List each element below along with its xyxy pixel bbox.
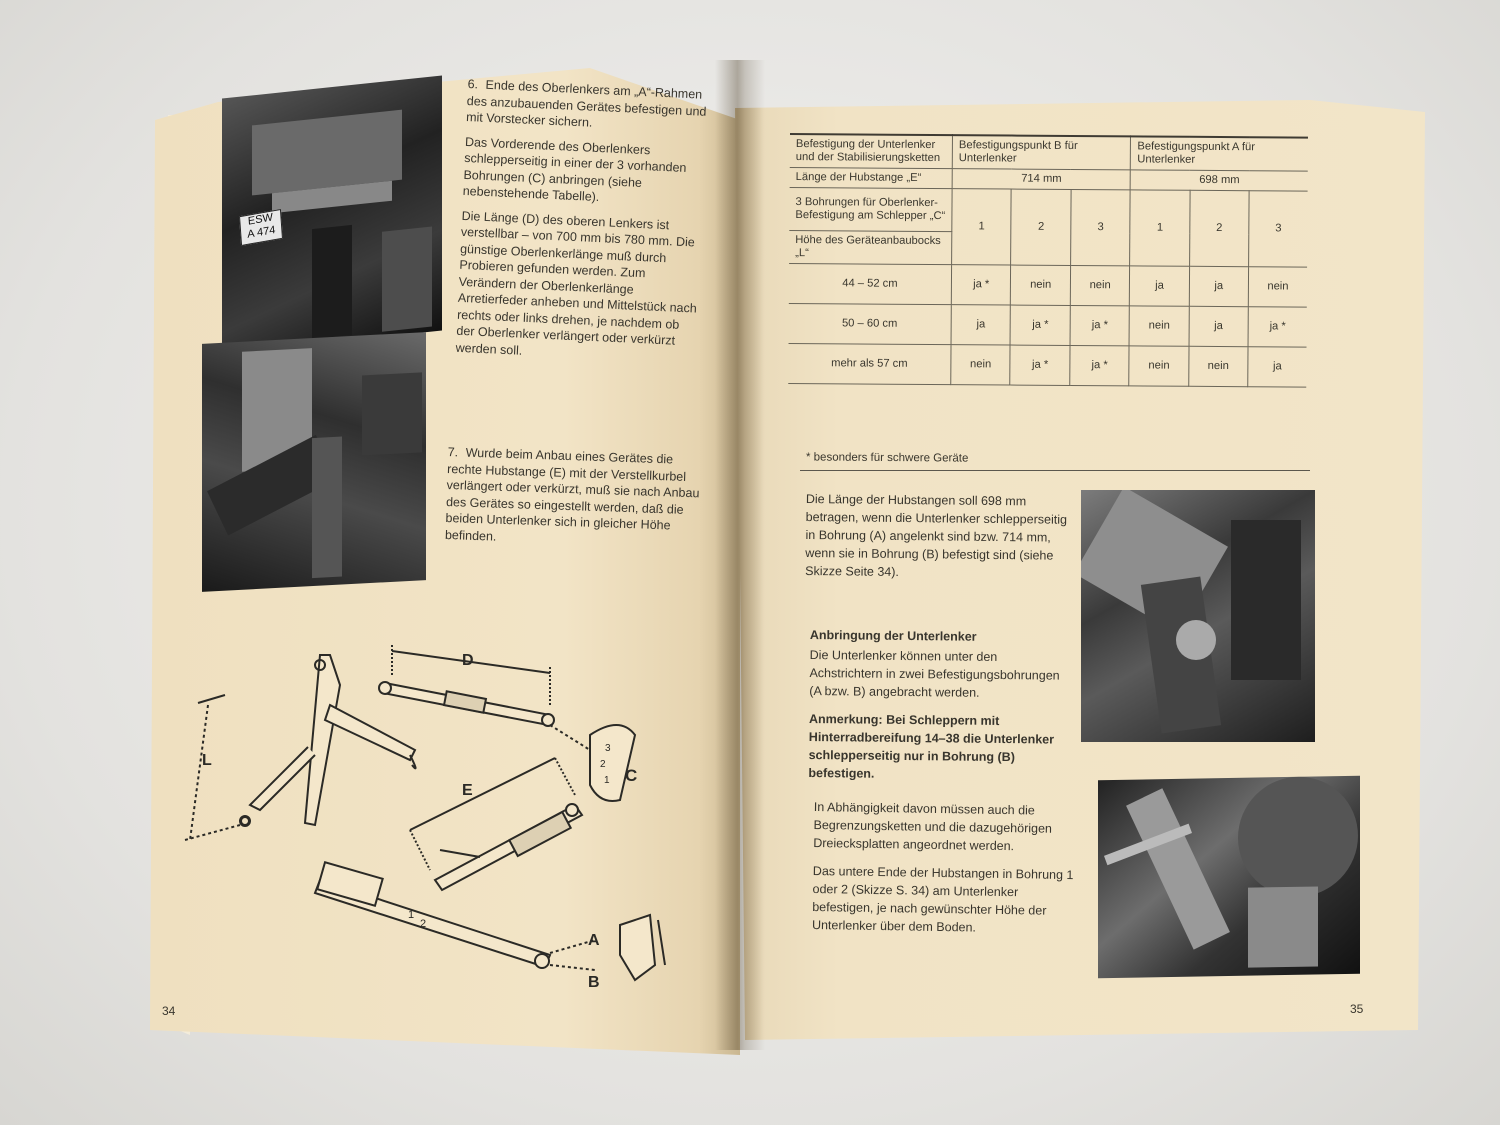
table-cell: ja	[1189, 266, 1249, 306]
table-row-label: 44 – 52 cm	[789, 263, 952, 304]
label-c: C	[625, 766, 638, 785]
table-cell: ja	[1130, 266, 1190, 306]
stabilizer-chain-photo	[1098, 776, 1360, 979]
table-cell: nein	[1248, 267, 1307, 307]
table-cell: ja *	[1248, 307, 1307, 347]
body-paragraph: Das untere Ende der Hubstangen in Bohrung 1 oder 2 (Skizze S. 34) am Unterlenker befestigen, je nach gewünschter Höhe der Unterlenker über dem Boden.	[811, 863, 1074, 935]
table-cell: nein	[1130, 306, 1190, 346]
instruction-step-6: 6. Ende des Oberlenkers am „A“-Rahmen des anzubauenden Gerätes befestigen und mit Vorstecker sichern. Das Vorderende des Oberlenkers schlepperseitig in einer der 3 vorhanden Bohrungen (C) anbringen (siehe nebenstehende Tabelle). Die Länge (D) des oberen Lenkers ist verstellbar – von 700 mm bis 780 mm. Die günstige Oberlenkerlänge muß durch Probieren gefunden werden. Zum Verändern der Oberlenkerlänge Arretierfeder anheben und Mittelstück nach rechts oder links drehen, je nachdem ob der Oberlenker verlängert oder verkürzt werden soll.	[455, 76, 707, 358]
table-cell: ja	[951, 305, 1011, 345]
table-cell: 1	[952, 189, 1012, 265]
table-cell: 714 mm	[952, 169, 1131, 190]
table-cell: 2	[1011, 189, 1071, 265]
table-row-label: mehr als 57 cm	[788, 343, 951, 384]
table-cell: 3	[1249, 191, 1308, 267]
table-cell: nein	[1011, 265, 1071, 305]
table-label-cell: Höhe des Geräteanbaubocks „L“	[789, 230, 952, 264]
hubstange-paragraph: Die Länge der Hubstangen soll 698 mm betragen, wenn die Unterlenker schlepperseitig in Bohrung (A) angelenkt sind bzw. 714 mm, wenn sie in Bohrung (B) befestigt sind (siehe Skizze Seite 34).	[805, 491, 1068, 579]
table-label-cell: 3 Bohrungen für Oberlenker-Befestigung am Schlepper „C“	[789, 187, 952, 231]
table-cell: ja *	[1070, 305, 1130, 345]
page-number-right: 35	[1350, 1002, 1364, 1016]
attachment-table	[788, 133, 1308, 388]
table-row-label: 50 – 60 cm	[789, 303, 952, 344]
table-cell: ja *	[1011, 305, 1071, 345]
table-header-cell: Befestigung der Unterlenker und der Stabilisierungsketten	[790, 134, 953, 169]
instruction-step-7: 7. Wurde beim Anbau eines Gerätes die rechte Hubstange (E) mit der Verstellkurbel verlängert oder verkürzt, muß sie nach Anbau des Gerätes so eingestellt werden, daß die beiden Unterlenker sich in gleicher Höhe befinden.	[444, 444, 700, 544]
table-cell: nein	[1188, 346, 1248, 386]
label-a: A	[588, 932, 600, 949]
table-cell: ja *	[1010, 345, 1070, 385]
label-b: B	[588, 974, 600, 991]
body-paragraph: In Abhängigkeit davon müssen auch die Begrenzungsketten und die dazugehörigen Dreiecksplatten angeordnet werden.	[813, 799, 1053, 854]
hitch-adjustment-photo	[202, 332, 426, 592]
label-link-hole-2: 2	[420, 918, 427, 930]
table-cell: nein	[1070, 265, 1130, 305]
section-heading: Anbringung der Unterlenker	[809, 627, 977, 644]
tractor-rear-photo	[222, 75, 442, 353]
divider	[800, 470, 1310, 471]
three-point-hitch-diagram	[180, 635, 680, 995]
table-cell: ja	[1189, 306, 1249, 346]
label-d: D	[462, 652, 474, 669]
table-cell: nein	[1129, 346, 1189, 386]
label-link-hole-1: 1	[408, 909, 415, 921]
book-spine	[715, 60, 765, 1050]
unterlenker-section	[808, 626, 1072, 795]
table-cell: nein	[951, 345, 1011, 385]
label-c-hole-2: 2	[600, 759, 606, 770]
table-header-cell: Befestigungspunkt B für Unterlenker	[952, 135, 1131, 170]
table-cell: 698 mm	[1131, 170, 1308, 191]
table-cell: 2	[1189, 190, 1249, 266]
table-header-cell: Befestigungspunkt A für Unterlenker	[1131, 136, 1308, 171]
table-footnote: * besonders für schwere Geräte	[805, 451, 969, 465]
body-paragraph: Die Unterlenker können unter den Achstrichtern in zwei Befestigungsbohrungen (A bzw. B) angebracht werden.	[809, 647, 1060, 700]
table-cell: 3	[1071, 189, 1131, 265]
label-c-hole-3: 3	[605, 743, 611, 754]
label-l: L	[202, 752, 212, 769]
chains-section	[812, 798, 1078, 948]
table-cell: ja *	[1070, 345, 1130, 385]
note-paragraph: Anmerkung: Bei Schleppern mit Hinterradbereifung 14–38 die Unterlenker schlepperseitig nur in Bohrung (B) befestigen.	[808, 711, 1055, 781]
lower-link-mount-photo	[1081, 490, 1315, 742]
page-number-left: 34	[162, 1004, 176, 1018]
table-cell: ja	[1248, 347, 1307, 387]
label-c-hole-1: 1	[604, 775, 610, 786]
license-plate: ESW A 474	[239, 209, 283, 246]
table-cell: 1	[1130, 190, 1190, 266]
label-e: E	[462, 782, 473, 799]
table-cell: ja *	[951, 265, 1011, 305]
table-label-cell: Länge der Hubstange „E“	[790, 167, 953, 188]
